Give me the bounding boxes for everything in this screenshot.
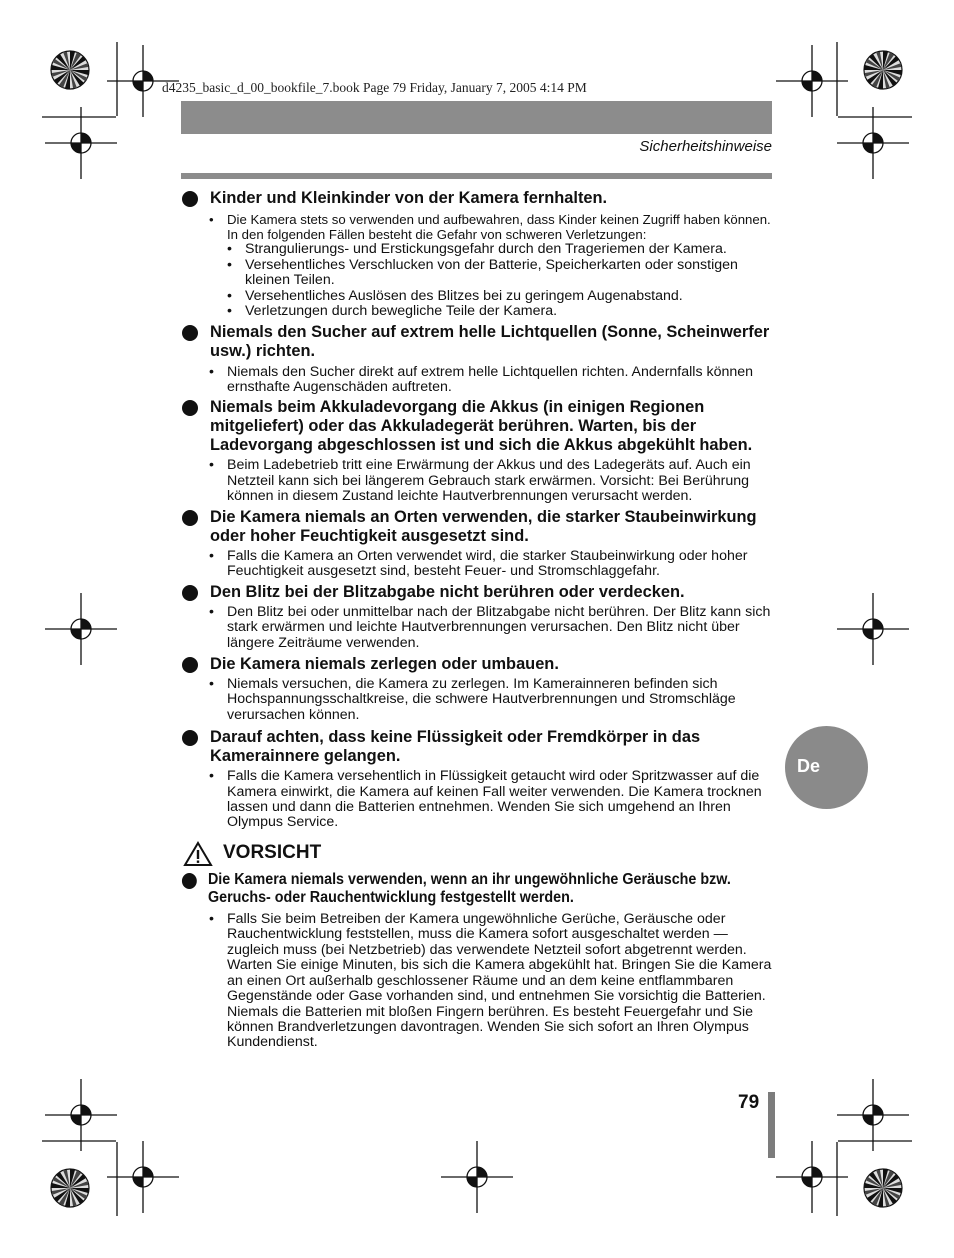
safety-item	[181, 398, 773, 504]
heading-text: Darauf achten, dass keine Flüssigkeit oder Fremdkörper in das Kamerainnere gelangen.	[210, 728, 701, 765]
bullet-dot-icon	[182, 191, 198, 207]
safety-heading	[181, 583, 773, 602]
sub-bullet-text: • Versehentliches Verschlucken von der Batterie, Speicherkarten oder sonstigen kleinen Teilen.	[181, 258, 773, 289]
page-number: 79	[738, 1092, 760, 1113]
bullet-dot-icon	[182, 730, 198, 746]
sub-bullet-text: • Strangulierungs- und Erstickungsgefahr durch den Trageriemen der Kamera.	[181, 242, 773, 257]
bullet-dot-icon	[182, 510, 198, 526]
heading-text: Kinder und Kleinkinder von der Kamera fernhalten.	[210, 189, 608, 207]
safety-item	[181, 728, 773, 831]
bullet-text: • Den Blitz bei oder unmittelbar nach der Blitzabgabe nicht berühren. Der Blitz kann sich stark erwärmen und leichte Hautverbrennungen verursachen. Den Blitz nicht über längere Zeiträume verwenden.	[181, 605, 773, 651]
language-tab	[785, 726, 868, 809]
safety-item	[181, 508, 773, 579]
language-tab-label: De	[797, 756, 821, 776]
caution-label: VORSICHT	[223, 841, 322, 863]
sub-bullet-text: • Versehentliches Auslösen des Blitzes bei zu geringem Augenabstand.	[181, 289, 773, 304]
heading-text: Die Kamera niemals an Orten verwenden, die starker Staubeinwirkung oder hoher Feuchtigkeit ausgesetzt sind.	[210, 508, 757, 546]
safety-item	[181, 323, 773, 395]
bullet-dot-icon	[182, 657, 198, 673]
safety-item	[181, 583, 773, 651]
bullet-text: • Niemals den Sucher direkt auf extrem helle Lichtquellen richten. Andernfalls können ernsthafte Augenschäden auftreten.	[181, 365, 773, 396]
section-title: Sicherheitshinweise	[639, 138, 772, 155]
bullet-text: • Beim Ladebetrieb tritt eine Erwärmung der Akkus und des Ladegeräts auf. Auch ein Netzteil kann sich bei längerem Gebrauch stark erwärmen. Vorsicht: Bei Berührung können in diesem Zustand leichte Hautverbrennungen verursacht werden.	[181, 458, 773, 504]
sub-bullet-text: • Verletzungen durch bewegliche Teile der Kamera.	[181, 304, 773, 319]
bullet-text: • Falls Sie beim Betreiben der Kamera ungewöhnliche Gerüche, Geräusche oder Rauchentwicklung feststellen, muss die Kamera sofort ausgeschaltet werden — zugleich muss (bei Netzbetrieb) das verwendete Netzteil sofort abgetrennt werden. Warten Sie einige Minuten, bis sich die Kamera abgekühlt hat. Bringen Sie die Kamera an einen Ort außerhalb geschlossener Räume und an dem keine entflammbaren Gegenstände oder Gase vorhanden sind, und entnehmen Sie vorsichtig die Batterien. Niemals die Batterien mit bloßen Fingern berühren. Es besteht Feuergefahr und Sie können Brandverletzungen davontragen. Wenden Sie sich sofort an Ihren Olympus Kundendienst.	[181, 912, 773, 1051]
heading-text: Niemals den Sucher auf extrem helle Lichtquellen (Sonne, Scheinwerfer usw.) richten.	[210, 323, 770, 361]
header-band	[181, 101, 772, 134]
warning-triangle-icon	[183, 841, 213, 867]
caution-header	[181, 839, 773, 869]
safety-item	[181, 189, 773, 319]
bullet-text: • Falls die Kamera versehentlich in Flüssigkeit getaucht wird oder Spritzwasser auf die Kamera einwirkt, die Kamera auf keinen Fall weiter verwenden. Die Kamera trocknen lassen und dann die Batterien entnehmen. Wenden Sie sich umgehend an Ihren Olympus Service.	[181, 769, 773, 831]
main-content	[181, 189, 773, 1051]
safety-heading	[181, 655, 773, 674]
safety-heading	[181, 398, 773, 454]
bullet-text: • Falls die Kamera an Orten verwendet wird, die starker Staubeinwirkung oder hoher Feuchtigkeit ausgesetzt sind, besteht Feuer- und Stromschlaggefahr.	[181, 549, 773, 580]
page-number-bar	[768, 1092, 775, 1158]
heading-text: Die Kamera niemals zerlegen oder umbauen.	[210, 655, 559, 674]
heading-text: Den Blitz bei der Blitzabgabe nicht berühren oder verdecken.	[210, 583, 685, 602]
safety-item	[181, 655, 773, 723]
caution-heading	[181, 871, 766, 908]
safety-heading	[181, 508, 773, 545]
book-file-info: d4235_basic_d_00_bookfile_7.book Page 79 Friday, January 7, 2005 4:14 PM	[162, 80, 587, 95]
bullet-dot-icon	[182, 400, 198, 416]
safety-heading	[181, 728, 773, 765]
bullet-dot-icon	[182, 325, 198, 341]
bullet-text: • Die Kamera stets so verwenden und aufbewahren, dass Kinder keinen Zugriff haben können. In den folgenden Fällen besteht die Gefahr von schweren Verletzungen:	[181, 212, 773, 243]
caution-item	[181, 871, 773, 1051]
bullet-dot-icon	[182, 873, 197, 889]
safety-heading	[181, 323, 773, 360]
heading-text: Die Kamera niemals verwenden, wenn an ihr ungewöhnliche Geräusche bzw. Geruchs- oder Rauchentwicklung festgestellt werden.	[207, 870, 731, 907]
safety-heading	[181, 189, 773, 208]
heading-text: Niemals beim Akkuladevorgang die Akkus (in einigen Regionen mitgeliefert) oder das Akkuladegerät berühren. Warten, bis der Ladevorgang abgeschlossen ist und sich die Akkus abgekühlt haben.	[210, 398, 753, 454]
bullet-dot-icon	[182, 585, 198, 601]
header-rule	[181, 173, 772, 179]
bullet-text: • Niemals versuchen, die Kamera zu zerlegen. Im Kamerainneren befinden sich Hochspannungsschaltkreise, die schwere Hautverbrennungen und Stromschläge verursachen können.	[181, 677, 773, 723]
